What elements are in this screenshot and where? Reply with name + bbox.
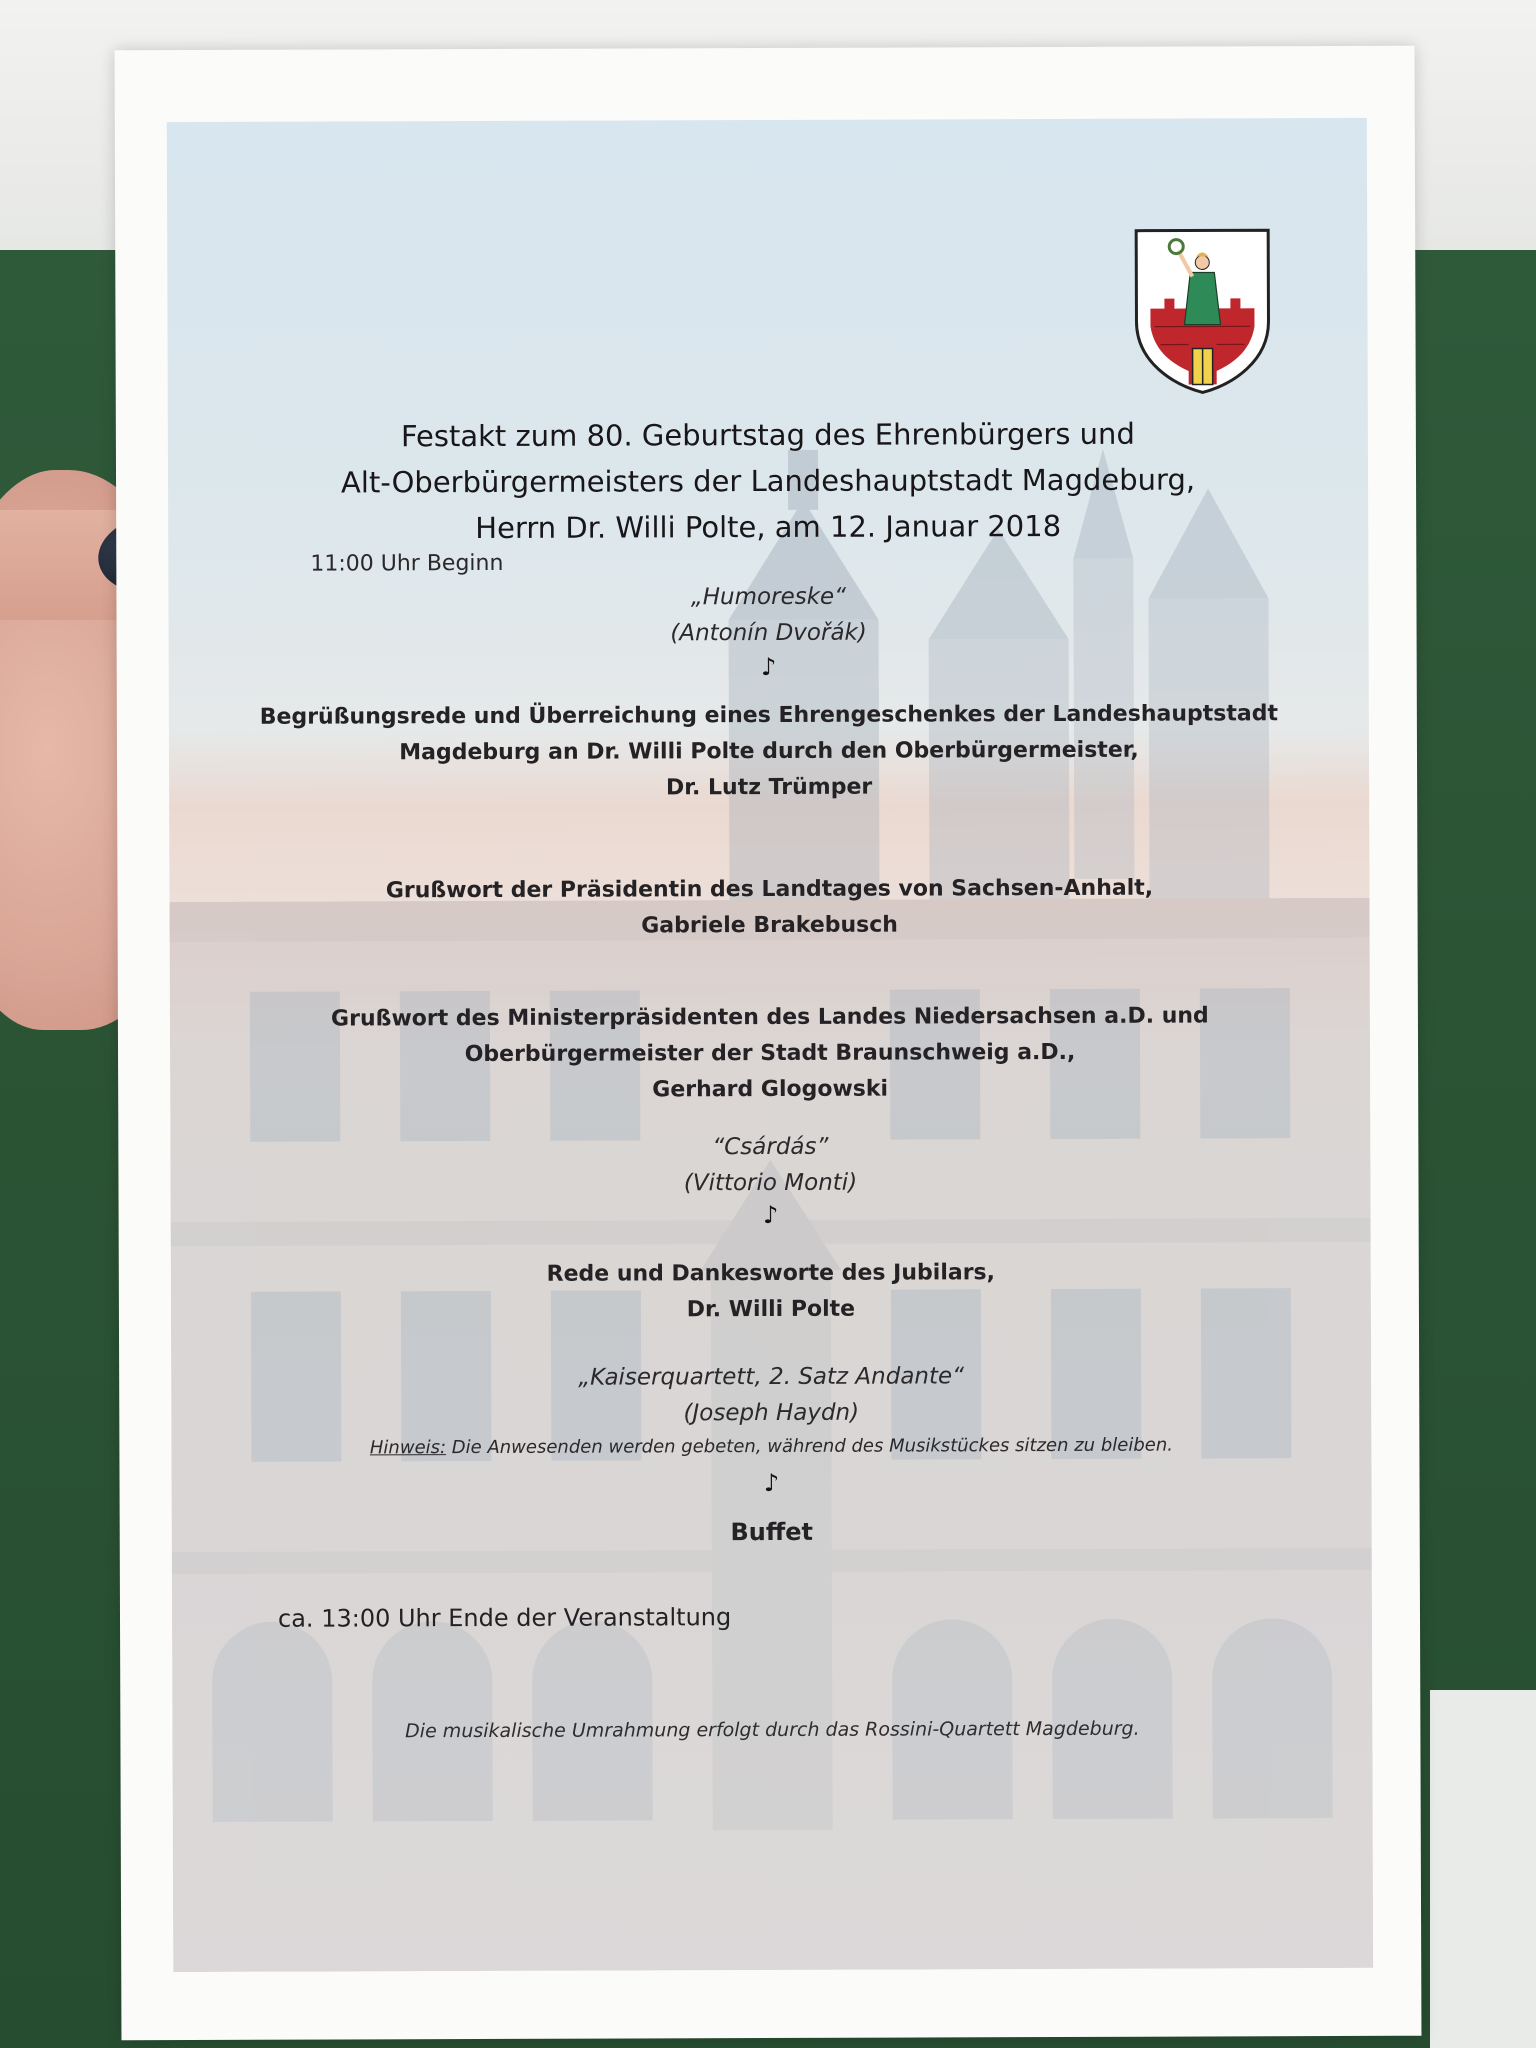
speech4-line-2: Dr. Willi Polte <box>686 1296 856 1323</box>
speech3-line-3: Gerhard Glogowski <box>652 1076 889 1103</box>
piece2-composer: (Vittorio Monti) <box>683 1169 858 1197</box>
end-time: ca. 13:00 Uhr Ende der Veranstaltung <box>277 1603 732 1633</box>
event-title <box>288 410 1248 551</box>
title-line-3: Herrn Dr. Willi Polte, am 12. Januar 2018 <box>475 508 1062 546</box>
piece3-hint <box>171 1432 1371 1462</box>
program-sheet <box>115 46 1422 2041</box>
speech2-line-2: Gabriele Brakebusch <box>641 912 898 939</box>
piece3-composer: (Joseph Haydn) <box>683 1399 860 1427</box>
speech3-line-2: Oberbürgermeister der Stadt Braunschweig a.D., <box>464 1039 1076 1068</box>
speech4-line-1: Rede und Dankesworte des Jubilars, <box>546 1260 996 1287</box>
piece2-title: “Csárdás” <box>712 1133 829 1161</box>
piece3-title: „Kaiserquartett, 2. Satz Andante“ <box>578 1363 965 1391</box>
eighth-note-icon: ♪ <box>763 1468 780 1498</box>
speech3-line-1: Grußwort des Ministerpräsidenten des Landes Niedersachsen a.D. und <box>330 1003 1209 1032</box>
footer-note: Die musikalische Umrahmung erfolgt durch das Rossini-Quartett Magdeburg. <box>405 1717 1140 1743</box>
white-table-corner <box>1430 1690 1536 2048</box>
piece1-composer: (Antonín Dvořák) <box>670 619 867 647</box>
buffet: Buffet <box>730 1517 814 1547</box>
hint-text: Die Anwesenden werden gebeten, während des Musikstückes sitzen zu bleiben. <box>446 1434 1173 1459</box>
speech1-line-3: Dr. Lutz Trümper <box>665 774 873 801</box>
program-content <box>167 118 1373 1972</box>
speech1-line-1: Begrüßungsrede und Überreichung eines Ehrengeschenkes der Landeshauptstadt <box>259 701 1279 730</box>
start-time: 11:00 Uhr Beginn <box>310 550 504 577</box>
speech2-line-1: Grußwort der Präsidentin des Landtages von Sachsen-Anhalt, <box>385 875 1154 904</box>
speech1-line-2: Magdeburg an Dr. Willi Polte durch den Oberbürgermeister, <box>399 737 1139 766</box>
printed-program <box>167 118 1373 1972</box>
title-line-2: Alt-Oberbürgermeisters der Landeshauptstadt Magdeburg, <box>340 462 1196 500</box>
eighth-note-icon: ♪ <box>762 1200 779 1230</box>
title-line-1: Festakt zum 80. Geburtstag des Ehrenbürgers und <box>400 416 1135 454</box>
piece1-title: „Humoreske“ <box>690 583 847 611</box>
hint-label: Hinweis: <box>369 1437 447 1459</box>
eighth-note-icon: ♪ <box>760 652 777 682</box>
